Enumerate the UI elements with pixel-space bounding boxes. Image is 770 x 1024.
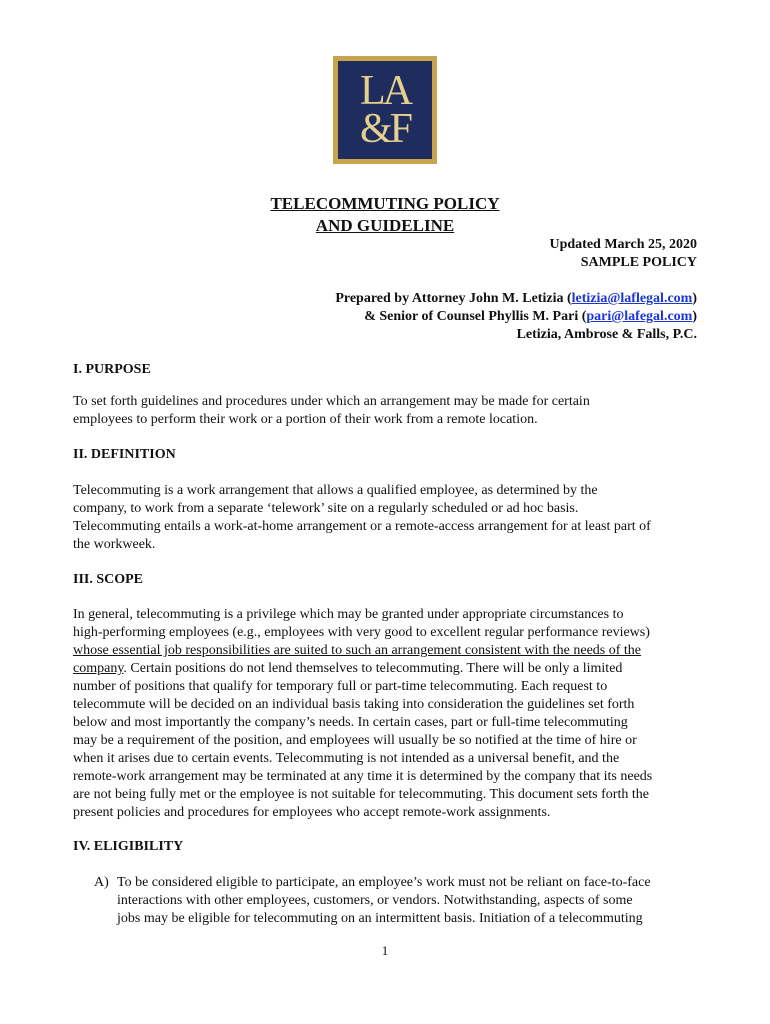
prepared-by-prefix: Prepared by Attorney John M. Letizia ( <box>335 291 572 306</box>
scope-line: remote-work arrangement may be terminated at any time it is determined by the company that its needs <box>73 769 653 784</box>
prepared-by-suffix: ) <box>692 291 697 306</box>
eligibility-item-a-text <box>117 874 714 928</box>
scope-line: below and most importantly the company’s needs. In certain cases, part or full-time telecommuting <box>73 715 628 730</box>
scope-paragraph <box>73 606 703 822</box>
purpose-line: employees to perform their work or a portion of their work from a remote location. <box>73 412 538 427</box>
eligibility-line: To be considered eligible to participate, an employee’s work must not be reliant on face-to-face <box>117 875 651 890</box>
section-heading-definition: II. DEFINITION <box>73 447 176 462</box>
scope-line: telecommute will be decided on an individual basis taking into consideration the guidelines set forth <box>73 697 635 712</box>
letizia-email-link[interactable]: letizia@laflegal.com <box>571 291 693 306</box>
document-title-line-2: AND GUIDELINE <box>315 216 455 235</box>
definition-line: Telecommuting is a work arrangement that allows a qualified employee, as determined by the <box>73 483 598 498</box>
section-heading-purpose: I. PURPOSE <box>73 362 151 377</box>
senior-counsel-prefix: & Senior of Counsel Phyllis M. Pari ( <box>364 309 587 324</box>
page-number: 1 <box>381 943 389 958</box>
list-marker: A) <box>94 875 109 890</box>
definition-paragraph <box>73 482 703 554</box>
eligibility-item-a <box>94 874 714 928</box>
scope-line-continuation: . Certain positions do not lend themselves to telecommuting. There will be only a limited <box>123 661 623 676</box>
section-heading-scope: III. SCOPE <box>73 572 144 587</box>
eligibility-line: jobs may be eligible for telecommuting on an intermittent basis. Initiation of a telecommuting <box>117 911 643 926</box>
definition-line: the workweek. <box>73 537 156 552</box>
logo-line-2: &F <box>359 106 411 152</box>
logo-line-1: LA <box>360 68 410 114</box>
scope-line: present policies and procedures for employees who accept remote-work assignments. <box>73 805 551 820</box>
scope-line: are not being fully met or the employee is not suitable for telecommuting. This document sets forth the <box>73 787 649 802</box>
scope-company-underlined: company <box>73 661 124 676</box>
purpose-paragraph <box>73 393 703 429</box>
scope-line: high-performing employees (e.g., employees with very good to excellent regular performance reviews) <box>73 625 650 640</box>
purpose-line: To set forth guidelines and procedures under which an arrangement may be made for certain <box>73 394 590 409</box>
scope-line <box>73 660 703 678</box>
scope-line: when it arises due to certain events. Telecommuting is not intended as a universal benefit, and the <box>73 751 620 766</box>
prepared-by-line-1 <box>335 290 697 308</box>
scope-line: number of positions that qualify for temporary full or part-time telecommuting. Each request to <box>73 679 608 694</box>
pari-email-link[interactable]: pari@lafegal.com <box>586 309 693 324</box>
firm-logo <box>333 56 437 164</box>
definition-line: company, to work from a separate ‘telework’ site on a regularly scheduled or ad hoc basis. <box>73 501 579 516</box>
scope-line: may be a requirement of the position, and employees will usually be so notified at the time of hire or <box>73 733 637 748</box>
prepared-by-line-2 <box>364 308 697 326</box>
eligibility-line: interactions with other employees, customers, or vendors. Notwithstanding, aspects of some <box>117 893 633 908</box>
logo-field <box>338 61 432 159</box>
sample-policy-label: SAMPLE POLICY <box>580 255 697 270</box>
firm-name: Letizia, Ambrose & Falls, P.C. <box>516 327 697 342</box>
updated-date: Updated March 25, 2020 <box>549 237 697 252</box>
document-title-line-1: TELECOMMUTING POLICY <box>270 194 500 213</box>
senior-counsel-suffix: ) <box>692 309 697 324</box>
scope-line: In general, telecommuting is a privilege which may be granted under appropriate circumstances to <box>73 607 624 622</box>
definition-line: Telecommuting entails a work-at-home arrangement or a remote-access arrangement for at least part of <box>73 519 651 534</box>
section-heading-eligibility: IV. ELIGIBILITY <box>73 839 184 854</box>
scope-line-underlined: whose essential job responsibilities are suited to such an arrangement consistent with the needs of the <box>73 643 642 658</box>
